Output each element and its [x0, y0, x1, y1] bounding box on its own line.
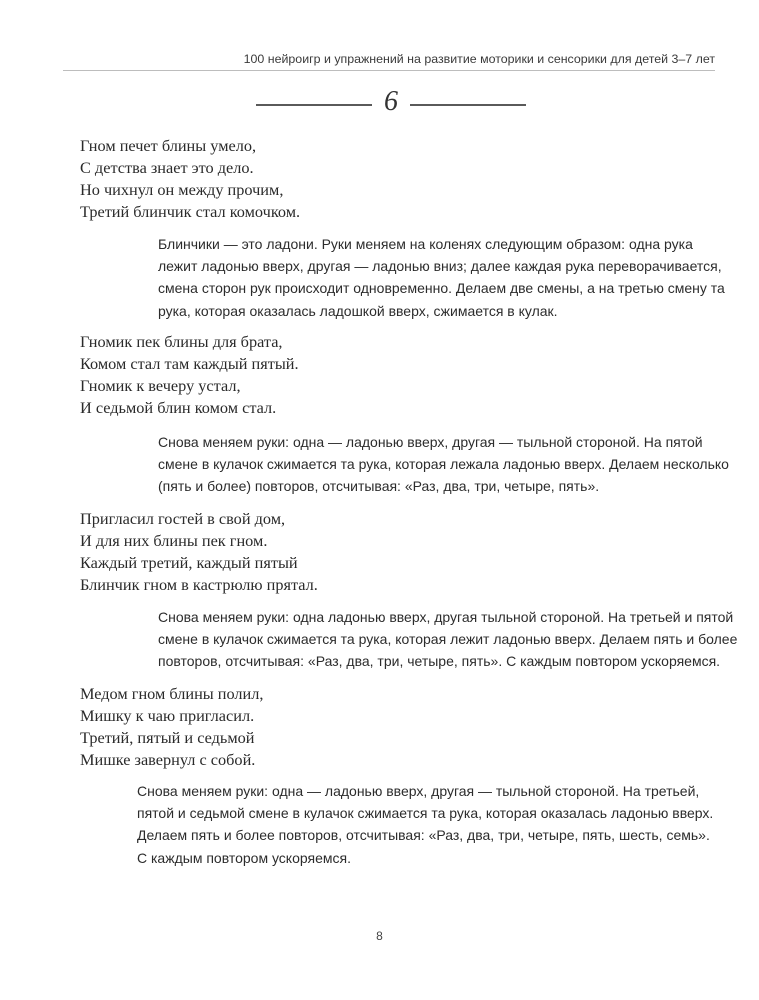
instruction-line: рука, которая оказалась ладошкой вверх, сжимается в кулак. — [158, 302, 558, 319]
poem-line: Гномик пек блины для брата, — [80, 332, 283, 351]
chapter-marker — [0, 88, 759, 122]
instruction-paragraph-2 — [158, 431, 729, 498]
poem-line: С детства знает это дело. — [80, 158, 254, 177]
poem-line: Медом гном блины полил, — [80, 684, 264, 703]
instruction-line: смене в кулачок сжимается та рука, которая лежала ладонью вверх. Делаем несколько — [158, 456, 729, 473]
instruction-line: лежит ладонью вверх, другая — ладонью вниз; далее каждая рука переворачивается, — [158, 258, 722, 275]
poem-line: И для них блины пек гном. — [80, 531, 268, 550]
instruction-line: Снова меняем руки: одна ладонью вверх, другая тыльной стороной. На третьей и пятой — [158, 609, 734, 625]
instruction-line: смене в кулачок сжимается та рука, которая лежит ладонью вверх. Делаем пять и более — [158, 631, 738, 648]
instruction-line: Делаем пять и более повторов, отсчитывая: «Раз, два, три, четыре, пять, шесть, семь». — [137, 827, 710, 844]
instruction-paragraph-4 — [137, 780, 721, 869]
poem-line: Гном печет блины умело, — [80, 136, 257, 155]
chapter-number: 6 — [384, 86, 398, 117]
poem-line: Мишку к чаю пригласил. — [80, 706, 255, 725]
poem-line: Мишке завернул с собой. — [80, 750, 256, 769]
header-divider — [63, 70, 715, 71]
chapter-rule-left — [256, 104, 372, 106]
poem-line: Каждый третий, каждый пятый — [80, 553, 298, 572]
instruction-line: повторов, отсчитывая: «Раз, два, три, четыре, пять». С каждым повтором ускоряемся. — [158, 653, 721, 670]
instruction-line: Блинчики — это ладони. Руки меняем на коленях следующим образом: одна рука — [158, 236, 693, 252]
page-number: 8 — [376, 929, 383, 943]
instruction-line: смена сторон рук происходит одновременно. Делаем две смены, а на третью смену та — [158, 280, 725, 297]
poem-stanza-3 — [80, 508, 318, 596]
poem-line: Третий блинчик стал комочком. — [80, 202, 301, 221]
running-header: 100 нейроигр и упражнений на развитие моторики и сенсорики для детей 3–7 лет — [243, 52, 715, 66]
poem-line: Комом стал там каждый пятый. — [80, 354, 299, 373]
poem-stanza-1 — [80, 135, 300, 223]
poem-stanza-2 — [80, 331, 299, 419]
poem-line: Но чихнул он между прочим, — [80, 180, 284, 199]
instruction-line: С каждым повтором ускоряемся. — [137, 849, 351, 866]
poem-line: Третий, пятый и седьмой — [80, 728, 255, 747]
instruction-line: (пять и более) повторов, отсчитывая: «Раз, два, три, четыре, пять». — [158, 478, 600, 495]
chapter-rule-right — [410, 104, 526, 106]
poem-line: Блинчик гном в кастрюлю прятал. — [80, 575, 318, 594]
instruction-paragraph-3 — [158, 606, 738, 673]
instruction-line: пятой и седьмой смене в кулачок сжимается та рука, которая оказалась ладонью вверх. — [137, 805, 714, 822]
poem-line: Пригласил гостей в свой дом, — [80, 509, 286, 528]
poem-line: И седьмой блин комом стал. — [80, 398, 277, 417]
poem-line: Гномик к вечеру устал, — [80, 376, 241, 395]
instruction-line: Снова меняем руки: одна — ладонью вверх, другая — тыльной стороной. На пятой — [158, 434, 703, 450]
instruction-line: Снова меняем руки: одна — ладонью вверх, другая — тыльной стороной. На третьей, — [137, 783, 700, 799]
instruction-paragraph-1 — [158, 233, 725, 322]
poem-stanza-4 — [80, 683, 263, 771]
